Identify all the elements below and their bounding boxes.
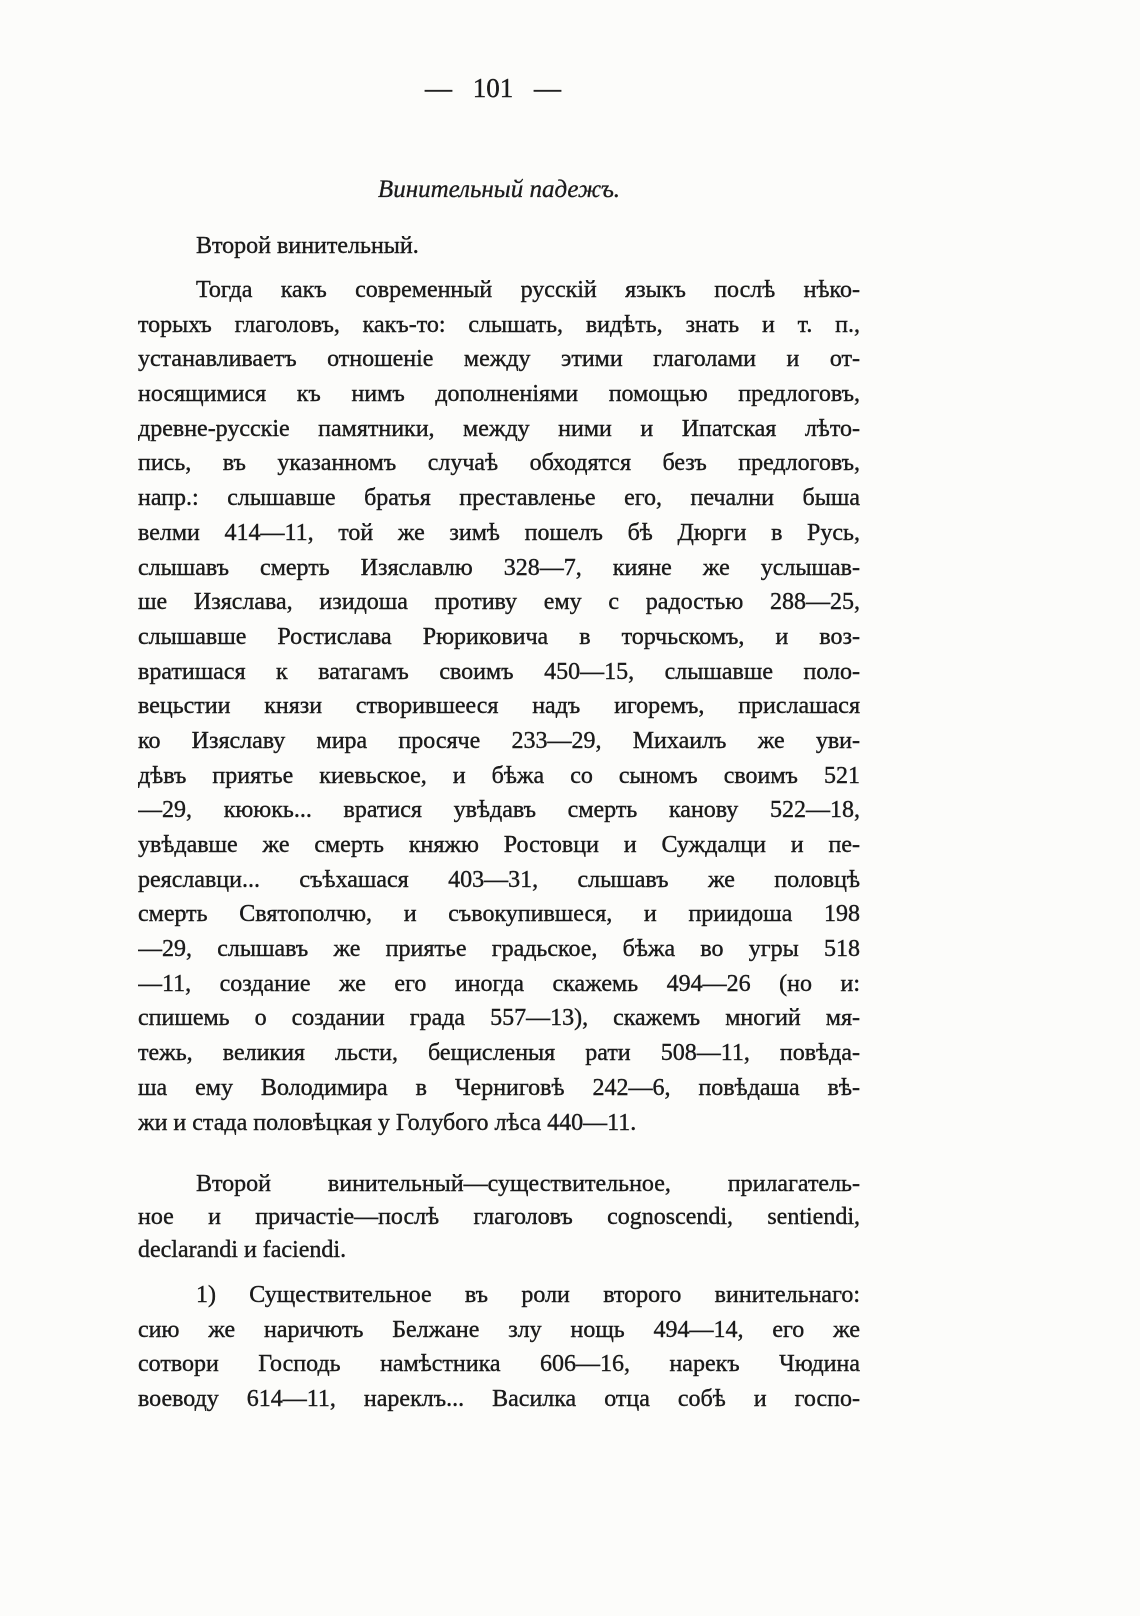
text-line: сотвори Господь намѣстника 606—16, нарекъ Чюдина [138, 1351, 860, 1377]
paragraph-3 [138, 1278, 860, 1416]
text-line: реяславци... съѣхашася 403—31, слышавъ же половцѣ [138, 866, 860, 893]
paragraph-2 [138, 1168, 860, 1267]
text-line: напр.: слышавше братья преставленье его, печални быша [138, 485, 860, 512]
subheading: Второй винительный. [196, 233, 419, 259]
text-line: устанавливаетъ отношеніе между этими глаголами и от- [138, 346, 860, 373]
text-line: ко Изяславу мира просяче 233—29, Михаилъ же уви- [138, 727, 860, 754]
text-line: спишемь о создании града 557—13), скажемъ многий мя- [138, 1005, 860, 1032]
text-line: носящимися къ нимъ дополненіями помощью предлоговъ, [138, 381, 860, 408]
text-line: сию же наричють Белжане злу нощь 494—14, его же [138, 1316, 860, 1343]
section-title: Винительный падежъ. [377, 176, 621, 203]
text-line: увѣдавше же смерть княжю Ростовци и Суждалци и пе- [138, 832, 860, 858]
text-line: Тогда какъ современный русскій языкъ послѣ нѣко- [196, 277, 860, 303]
paragraph-1 [138, 273, 860, 1140]
text-line: declarandi и faciendi. [138, 1237, 347, 1263]
text-line: воеводу 614—11, нареклъ... Василка отца собѣ и госпо- [138, 1385, 860, 1412]
text-line: ное и причастіе—послѣ глаголовъ cognoscendi, sentiendi, [138, 1204, 860, 1230]
text-line: —11, создание же его иногда скажемь 494—26 (но и: [138, 970, 860, 997]
text-line: Второй винительный—существительное, прилагатель- [196, 1171, 860, 1197]
text-line: дѣвъ приятье киевьское, и бѣжа со сыномъ своимъ 521 [138, 762, 860, 789]
text-line: 1) Существительное въ роли второго винительнаго: [196, 1282, 860, 1308]
text-line: ша ему Володимира в Черниговѣ 242—6, повѣдаша вѣ- [138, 1074, 860, 1101]
text-line: —29, кююкь... вратися увѣдавъ смерть канову 522—18, [138, 797, 860, 824]
text-line: велми 414—11, той же зимѣ пошелъ бѣ Дюрги в Русь, [138, 519, 860, 546]
text-line: слышавше Ростислава Рюриковича в торчьскомъ, и воз- [138, 623, 860, 650]
text-line: слышавъ смерть Изяславлю 328—7, кияне же услышав- [138, 554, 860, 581]
text-line: смерть Святополчю, и съвокупившеся, и приидоша 198 [138, 901, 860, 928]
text-line: вратишася к ватагамъ своимъ 450—15, слышавше поло- [138, 658, 860, 685]
text-line: жи и стада половѣцкая у Голубого лѣса 440—11. [138, 1109, 637, 1136]
text-line: пись, въ указанномъ случаѣ обходятся безъ предлоговъ, [138, 450, 860, 477]
page-number: — 101 — [425, 73, 561, 103]
text-line: древне-русскіе памятники, между ними и Ипатская лѣто- [138, 415, 860, 442]
text-line: —29, слышавъ же приятье градьское, бѣжа во угры 518 [138, 936, 860, 963]
text-line: тежь, великия льсти, бещисленыя рати 508—11, повѣда- [138, 1040, 860, 1067]
text-line: вецьстии князи створившееся надъ игоремъ, прислашася [138, 693, 860, 720]
text-line: ше Изяслава, изидоша противу ему с радостью 288—25, [138, 589, 860, 616]
text-line: торыхъ глаголовъ, какъ-то: слышать, видѣть, знать и т. п., [138, 311, 860, 338]
